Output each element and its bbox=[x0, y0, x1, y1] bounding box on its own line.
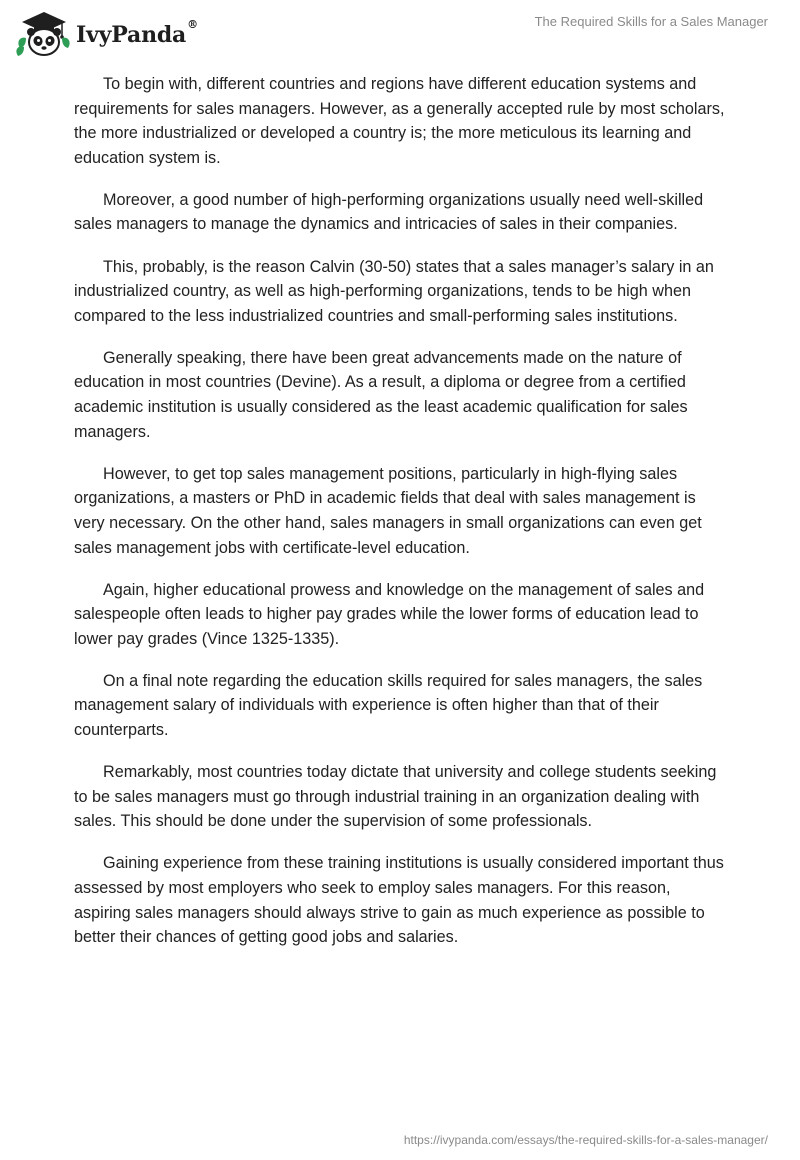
registered-mark: ® bbox=[187, 17, 198, 31]
ivypanda-logo[interactable] bbox=[14, 8, 198, 58]
paragraph: Gaining experience from these training institutions is usually considered important thus assessed by most employers who seek to employ sales managers. For this reason, aspiring sales managers should always strive to gain as much experience as possible to better their chances of getting good jobs and salaries. bbox=[74, 854, 724, 947]
paragraph: Remarkably, most countries today dictate that university and college students seeking to be sales managers must go through industrial training in an organization dealing with sales. This should be done under the supervision of some professionals. bbox=[74, 763, 717, 831]
paragraph: Again, higher educational prowess and knowledge on the management of sales and salespeople often leads to higher pay grades while the lower forms of education lead to lower pay grades (Vince 1325-1335). bbox=[74, 580, 705, 648]
paragraph: This, probably, is the reason Calvin (30-50) states that a sales manager’s salary in an industrialized country, as well as high-performing organizations, tends to be high when compared to the less industrialized countries and small-performing sales institutions. bbox=[74, 257, 714, 325]
source-url: https://ivypanda.com/essays/the-required-skills-for-a-sales-manager/ bbox=[403, 1133, 768, 1147]
logo-text: IvyPanda bbox=[76, 22, 187, 48]
logo-wordmark bbox=[76, 17, 198, 48]
paragraph: Moreover, a good number of high-performing organizations usually need well-skilled sales managers to manage the dynamics and intricacies of sales in their companies. bbox=[74, 190, 704, 234]
essay-body bbox=[74, 72, 730, 967]
document-title: The Required Skills for a Sales Manager bbox=[534, 14, 768, 29]
page-header bbox=[0, 0, 800, 64]
paragraph: Generally speaking, there have been great advancements made on the nature of education in most countries (Devine). As a result, a diploma or degree from a certified academic institution is usually considered as the least academic qualification for sales managers. bbox=[74, 348, 688, 441]
paragraph: However, to get top sales management positions, particularly in high-flying sales organizations, a masters or PhD in academic fields that deal with sales management is very necessary. On the other hand, sales managers in small organizations can even get sales management jobs with certificate-level education. bbox=[74, 464, 702, 557]
paragraph: On a final note regarding the education skills required for sales managers, the sales management salary of individuals with experience is often higher than that of their counterparts. bbox=[74, 671, 703, 740]
paragraph: To begin with, different countries and regions have different education systems and requirements for sales managers. However, as a generally accepted rule by most scholars, the more industrialized or developed a country is; the more meticulous its learning and education system is. bbox=[74, 75, 725, 167]
panda-graduation-cap-icon bbox=[14, 8, 70, 58]
